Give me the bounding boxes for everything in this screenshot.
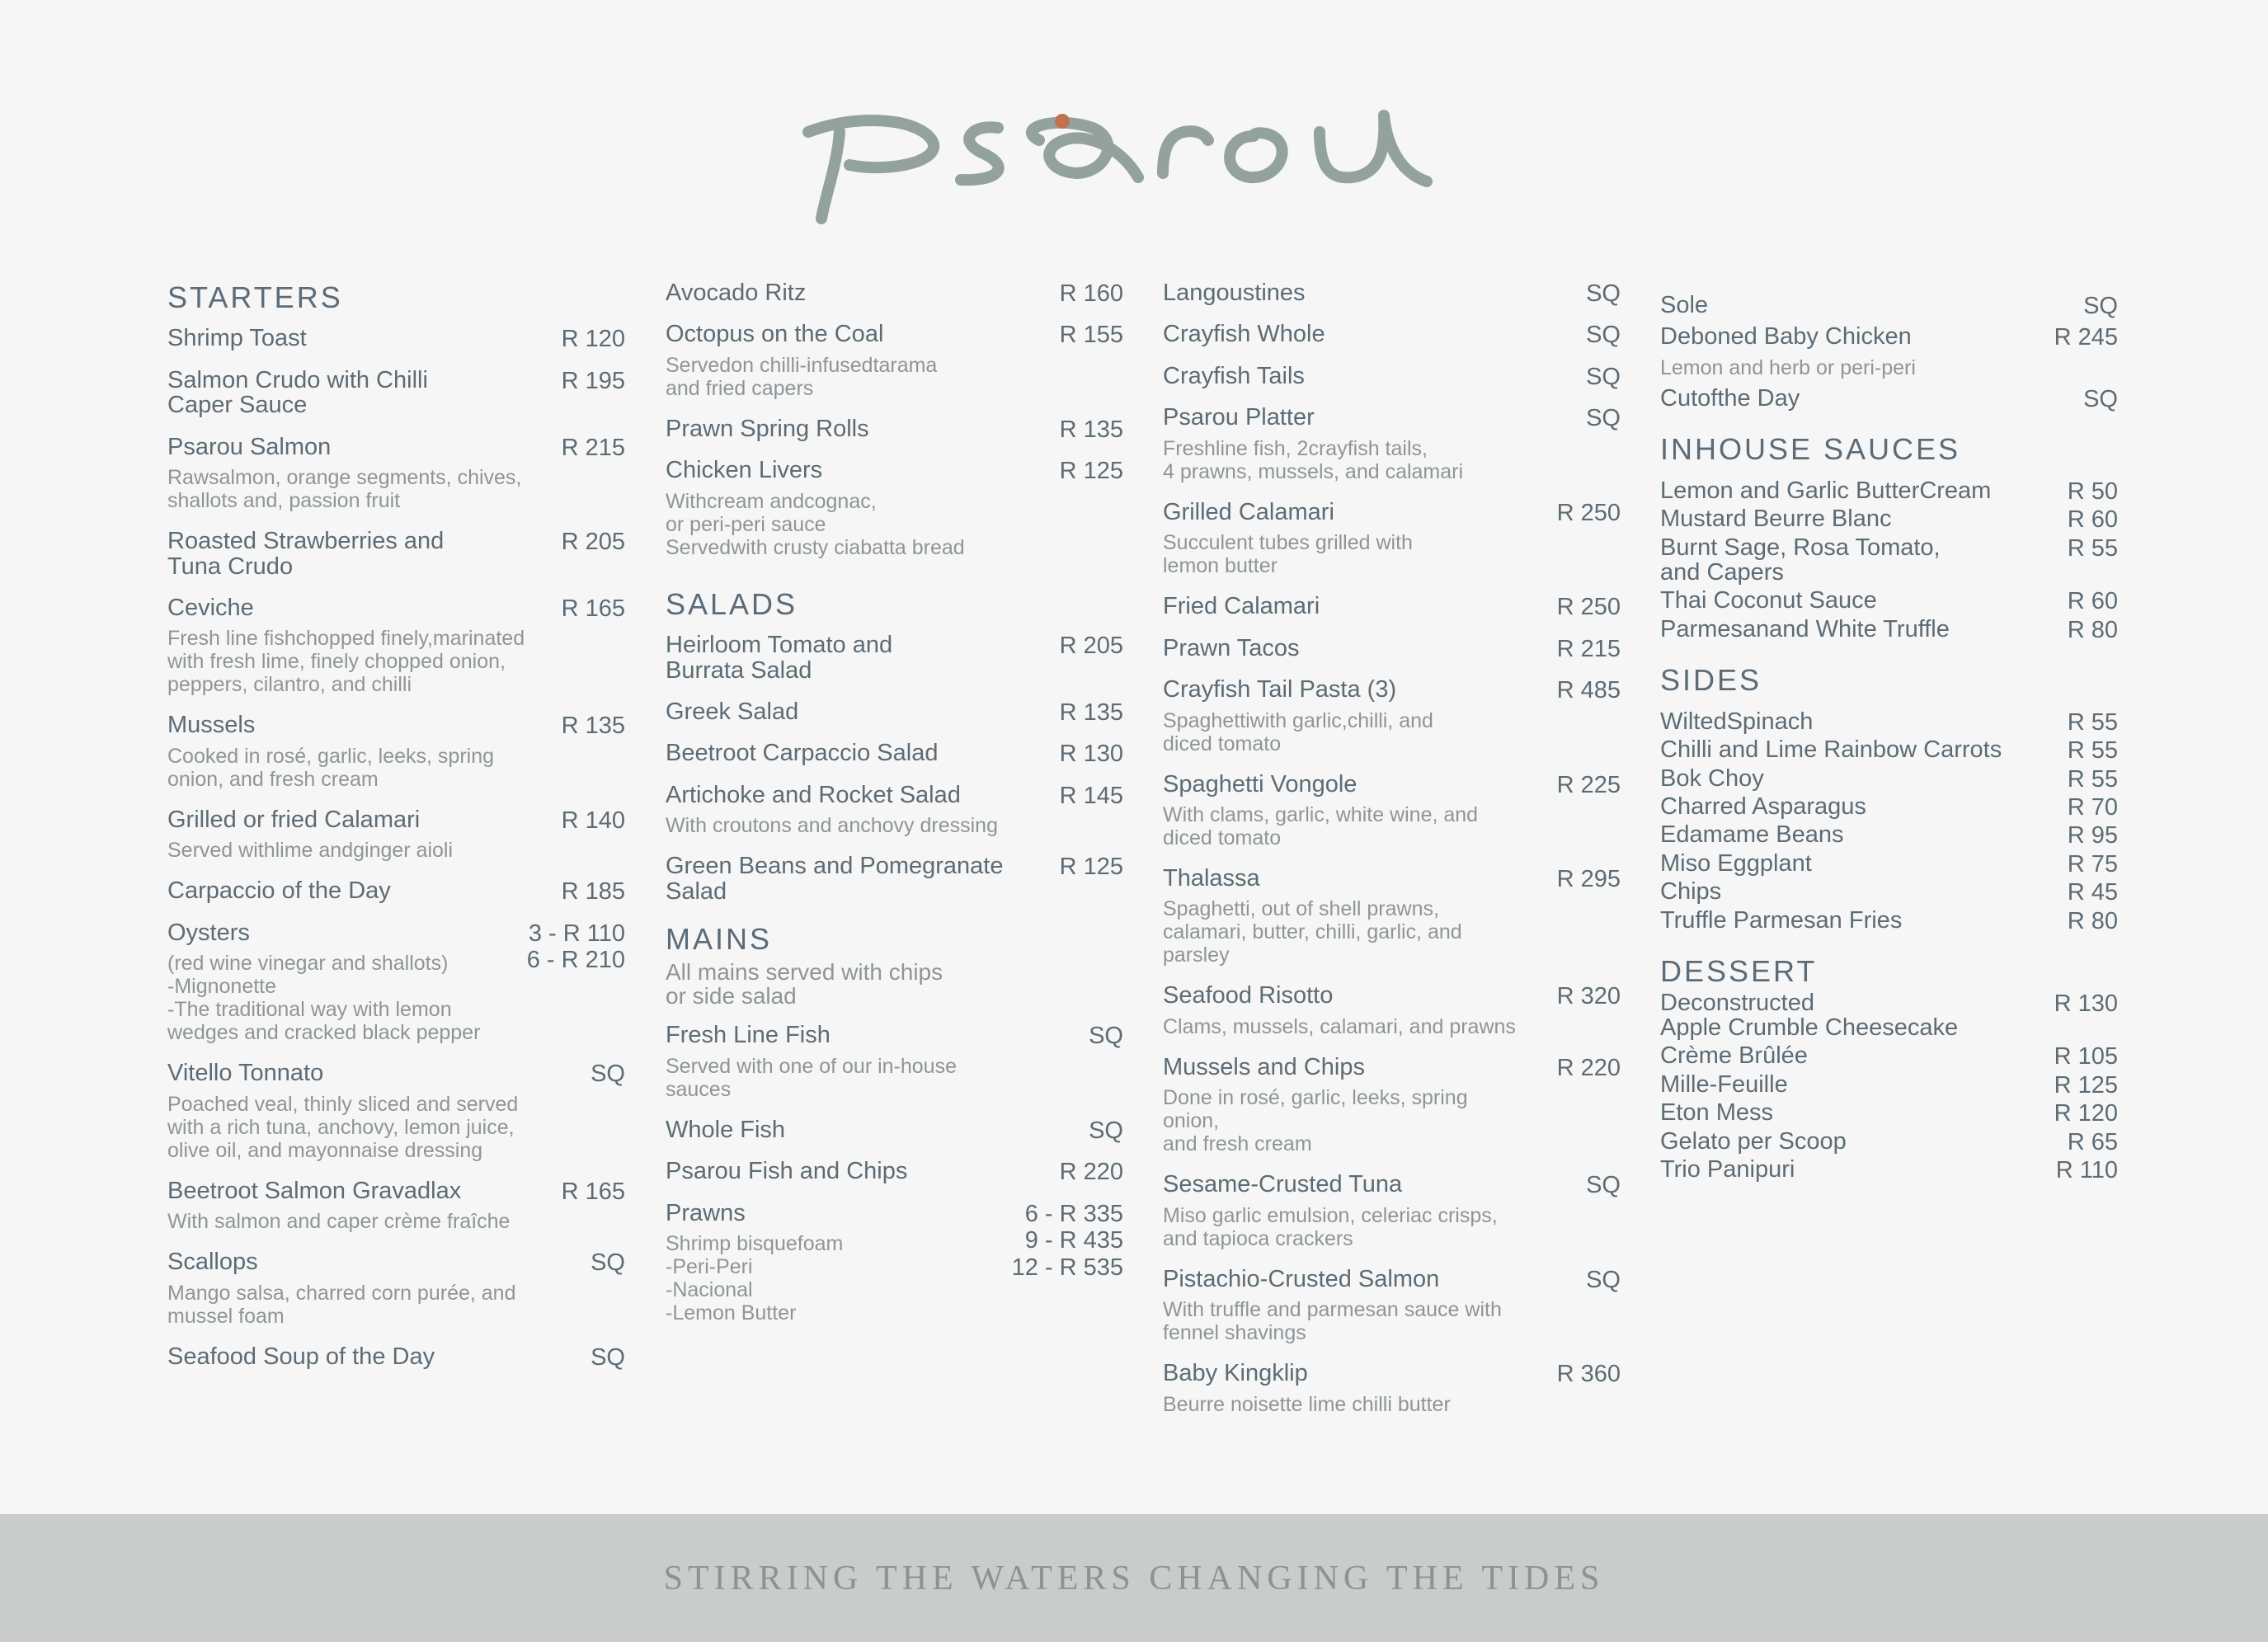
menu-item	[1660, 386, 2118, 411]
menu-item	[1660, 1129, 2118, 1154]
menu-item-description: With croutons and anchovy dressing	[666, 814, 998, 838]
menu-item-price: R 80	[2067, 616, 2118, 643]
menu-item	[1660, 851, 2118, 876]
menu-item-price: SQ	[2083, 385, 2118, 412]
menu-item	[666, 416, 1123, 441]
menu-item-description: Lemon and herb or peri-peri	[1660, 355, 1916, 379]
menu-item-price: R 205	[1059, 633, 1123, 660]
menu-item	[1163, 1267, 1621, 1344]
menu-item-description: With truffle and parmesan sauce with fennel shavings	[1163, 1298, 1502, 1345]
menu-item-price: R 120	[2054, 1100, 2118, 1127]
menu-item-description: Done in rosé, garlic, leeks, spring onion, and fresh cream	[1163, 1086, 1468, 1156]
menu-item-price: R 155	[1059, 322, 1123, 349]
menu-item-description: Servedon chilli-infusedtarama and fried capers	[666, 353, 938, 400]
menu-item	[1660, 736, 2118, 765]
menu-item	[1660, 535, 2118, 586]
section-title-starters: STARTERS	[167, 280, 343, 314]
menu-item-price: R 60	[2067, 506, 2118, 534]
menu-item-name: Charred Asparagus	[1660, 793, 1866, 821]
section-title-salads: SALADS	[666, 586, 798, 621]
menu-item	[666, 740, 1123, 768]
menu-item-description: Beurre noisette lime chilli butter	[1163, 1392, 1451, 1416]
menu-item	[1163, 1055, 1621, 1155]
menu-item-name: Seafood Soup of the Day	[167, 1343, 435, 1370]
menu-item-name: Deboned Baby Chicken	[1660, 323, 1912, 351]
menu-item-price: SQ	[591, 1061, 625, 1088]
menu-item	[1660, 990, 2118, 1041]
menu-item-name: Truffle Parmesan Fries	[1660, 906, 1903, 934]
menu-item	[1660, 478, 2118, 503]
menu-item-description: Succulent tubes grilled with lemon butter	[1163, 531, 1413, 578]
menu-item-name: WiltedSpinach	[1660, 708, 1814, 735]
menu-item-price: R 220	[1059, 1159, 1123, 1186]
menu-item-name: Fried Calamari	[1163, 593, 1320, 620]
menu-item-name: Parmesanand White Truffle	[1660, 615, 1950, 642]
menu-item	[167, 1179, 625, 1233]
menu-item	[1163, 321, 1621, 349]
menu-item	[1163, 280, 1621, 305]
menu-item-price: SQ	[591, 1343, 625, 1371]
menu-item-name: Crayfish Whole	[1163, 321, 1325, 348]
menu-item	[666, 854, 1123, 904]
menu-item-price: R 295	[1556, 865, 1621, 892]
menu-item	[167, 920, 625, 1044]
menu-column-4	[1660, 293, 2118, 1186]
menu-item-name: Prawn Tacos	[1163, 634, 1300, 661]
menu-item	[666, 322, 1123, 399]
menu-item	[1163, 772, 1621, 849]
menu-item	[1660, 1072, 2118, 1097]
menu-item-description: Served withlime andginger aioli	[167, 839, 454, 863]
menu-item-price: R 195	[561, 367, 625, 394]
menu-item-price: R 160	[1059, 280, 1123, 307]
menu-item-description: Served with one of our in-house sauces	[666, 1054, 957, 1101]
menu-item	[666, 1158, 1123, 1186]
menu-item-name: Bok Choy	[1660, 765, 1764, 792]
menu-item	[167, 877, 625, 906]
menu-item	[1163, 677, 1621, 755]
menu-item	[666, 1023, 1123, 1100]
menu-item-name: Mustard Beurre Blanc	[1660, 506, 1892, 533]
section-title-sides: SIDES	[1660, 663, 1762, 698]
menu-item-description: With salmon and caper crème fraîche	[167, 1210, 511, 1234]
menu-item	[1660, 617, 2118, 642]
menu-item-name: Scallops	[167, 1249, 258, 1276]
menu-item-price: R 205	[561, 529, 625, 556]
menu-item-name: Prawn Spring Rolls	[666, 415, 869, 442]
menu-item-name: Mussels and Chips	[1163, 1053, 1365, 1080]
menu-item-price: R 60	[2067, 588, 2118, 615]
menu-item-name: Langoustines	[1163, 280, 1306, 306]
menu-item-price: R 110	[2055, 1157, 2118, 1184]
menu-item-name: Chips	[1660, 878, 1722, 906]
menu-item	[1660, 1157, 2118, 1182]
section-title-dessert: DESSERT	[1660, 954, 1818, 989]
menu-item-price: R 55	[2067, 534, 2118, 562]
menu-item-price: R 70	[2067, 794, 2118, 821]
menu-item-description: Cooked in rosé, garlic, leeks, spring onion, and fresh cream	[167, 744, 495, 791]
menu-item	[1163, 636, 1621, 661]
section-title-mains: MAINS	[666, 922, 773, 957]
menu-column-2	[666, 280, 1123, 1341]
mains-note: All mains served with chips or side salad	[666, 958, 943, 1009]
menu-item-price: R 145	[1059, 782, 1123, 809]
menu-item-price: R 130	[1059, 741, 1123, 768]
menu-item-name: Green Beans and Pomegranate Salad	[666, 853, 1004, 905]
menu-item-name: Baby Kingklip	[1163, 1360, 1308, 1387]
menu-item-name: Mille-Feuille	[1660, 1070, 1788, 1098]
menu-item-price: R 165	[561, 1178, 625, 1205]
menu-item	[1163, 364, 1621, 388]
menu-item-price: R 55	[2067, 765, 2118, 793]
menu-item-price: R 485	[1556, 677, 1621, 704]
menu-item-price: R 125	[1059, 458, 1123, 485]
menu-item-price: R 50	[2067, 478, 2118, 505]
menu-item	[1660, 1100, 2118, 1125]
menu-item	[1163, 405, 1621, 482]
menu-item-price: R 95	[2067, 822, 2118, 849]
menu-item-description: Shrimp bisquefoam -Peri-Peri -Nacional -Lemon Butter	[666, 1232, 844, 1325]
menu-item	[1660, 794, 2118, 819]
menu-item	[167, 368, 625, 418]
menu-column-1	[167, 280, 625, 1386]
menu-item-description: Withcream andcognac, or peri-peri sauce Servedwith crusty ciabatta bread	[666, 489, 965, 559]
menu-item-name: Eton Mess	[1660, 1099, 1773, 1127]
menu-item-price: R 105	[2054, 1043, 2118, 1070]
menu-item-name: Thai Coconut Sauce	[1660, 587, 1877, 614]
menu-item-name: Thalassa	[1163, 864, 1260, 892]
menu-item	[1163, 500, 1621, 577]
menu-item-name: Crayfish Tails	[1163, 362, 1305, 389]
menu-item-name: Chicken Livers	[666, 457, 823, 484]
menu-item-price: R 125	[2054, 1071, 2118, 1099]
menu-item-price: R 220	[1556, 1054, 1621, 1081]
menu-item	[167, 595, 625, 696]
menu-item-name: Pistachio-Crusted Salmon	[1163, 1265, 1440, 1292]
menu-item-name: Lemon and Garlic ButterCream	[1660, 477, 1992, 504]
menu-item-price: SQ	[1089, 1023, 1123, 1050]
menu-item-name: Vitello Tonnato	[167, 1060, 324, 1087]
menu-item-name: Ceviche	[167, 595, 254, 622]
menu-item-name: Whole Fish	[666, 1116, 786, 1143]
menu-item	[1163, 594, 1621, 619]
menu-item	[666, 783, 1123, 837]
menu-item	[1660, 293, 2118, 318]
menu-item-name: Mussels	[167, 712, 256, 739]
menu-item-name: Prawns	[666, 1199, 746, 1226]
menu-item-name: Cutofthe Day	[1660, 384, 1800, 412]
menu-item-price: R 215	[1556, 635, 1621, 662]
menu-item	[167, 807, 625, 862]
menu-item-name: Trio Panipuri	[1660, 1156, 1795, 1183]
menu-item	[167, 1344, 625, 1369]
menu-item-description: Miso garlic emulsion, celeriac crisps, and tapioca crackers	[1163, 1203, 1498, 1250]
menu-item	[666, 699, 1123, 727]
menu-item-price: R 135	[1059, 699, 1123, 727]
menu-item	[666, 280, 1123, 305]
menu-item	[666, 458, 1123, 558]
menu-item-name: Crème Brûlée	[1660, 1042, 1808, 1070]
menu-item-price: R 250	[1556, 499, 1621, 526]
menu-item-description: Mango salsa, charred corn purée, and mussel foam	[167, 1281, 516, 1328]
menu-item-price: R 125	[1059, 854, 1123, 881]
menu-item-name: Artichoke and Rocket Salad	[666, 781, 961, 808]
menu-item-price: R 120	[561, 326, 625, 353]
menu-item-price: SQ	[1089, 1117, 1123, 1144]
menu-item-name: Carpaccio of the Day	[167, 877, 391, 905]
menu-item-price: SQ	[1586, 363, 1621, 390]
menu-item	[1163, 1172, 1621, 1249]
menu-item-name: Heirloom Tomato and Burrata Salad	[666, 632, 893, 684]
menu-item-name: Chilli and Lime Rainbow Carrots	[1660, 736, 2002, 764]
menu-item	[666, 1117, 1123, 1142]
menu-item-description: Clams, mussels, calamari, and prawns	[1163, 1014, 1516, 1038]
menu-item-description: Freshline fish, 2crayfish tails, 4 prawns, mussels, and calamari	[1163, 436, 1464, 483]
menu-item-description: (red wine vinegar and shallots) -Mignonette -The traditional way with lemon wedges and cracked black pepper	[167, 952, 481, 1045]
footer-tagline: STIRRING THE WATERS CHANGING THE TIDES	[663, 1559, 1605, 1597]
menu-item-name: Burnt Sage, Rosa Tomato, and Capers	[1660, 534, 1941, 586]
section-title-sauces: INHOUSE SAUCES	[1660, 432, 1961, 467]
menu-item-price: SQ	[1586, 1266, 1621, 1293]
menu-item	[167, 435, 625, 512]
menu-item-price: SQ	[1586, 280, 1621, 307]
menu-item-price: R 140	[561, 807, 625, 834]
menu-item-price: R 135	[1059, 416, 1123, 443]
menu-item-name: Roasted Strawberries and Tuna Crudo	[167, 528, 445, 580]
menu-item	[167, 529, 625, 579]
menu-item-price: R 225	[1556, 771, 1621, 798]
menu-item-price: R 320	[1556, 983, 1621, 1010]
menu-item	[1163, 866, 1621, 967]
menu-item	[666, 633, 1123, 683]
menu-item-name: Psarou Salmon	[167, 433, 332, 460]
menu-item	[167, 1249, 625, 1327]
menu-item-price: R 55	[2067, 708, 2118, 736]
menu-item-price: R 215	[561, 434, 625, 461]
menu-item-name: Seafood Risotto	[1163, 982, 1334, 1009]
menu-item-name: Crayfish Tail Pasta (3)	[1163, 676, 1397, 703]
menu-item	[666, 1201, 1123, 1324]
menu-item	[1163, 983, 1621, 1037]
menu-item-price: R 185	[561, 878, 625, 906]
menu-item-price: SQ	[591, 1249, 625, 1277]
menu-item	[1660, 1043, 2118, 1068]
menu-item	[1660, 506, 2118, 534]
menu-item-description: Rawsalmon, orange segments, chives, shallots and, passion fruit	[167, 466, 522, 513]
menu-item-name: Avocado Ritz	[666, 280, 807, 306]
menu-item-name: Psarou Platter	[1163, 404, 1315, 431]
menu-item-price: R 75	[2067, 850, 2118, 877]
menu-item-price: SQ	[1586, 405, 1621, 432]
menu-item-price: R 130	[2054, 990, 2118, 1017]
menu-item	[167, 713, 625, 790]
menu-item-name: Shrimp Toast	[167, 325, 307, 352]
menu-item-price: R 80	[2067, 907, 2118, 934]
menu-item-name: Salmon Crudo with Chilli Caper Sauce	[167, 366, 428, 419]
menu-item	[1660, 908, 2118, 933]
menu-item-price: R 360	[1556, 1361, 1621, 1388]
menu-item-name: Fresh Line Fish	[666, 1022, 831, 1049]
menu-item-price: SQ	[2083, 293, 2118, 319]
menu-item	[1660, 324, 2118, 379]
menu-item-name: Octopus on the Coal	[666, 321, 884, 348]
menu-item-name: Sole	[1660, 292, 1709, 318]
menu-item-name: Miso Eggplant	[1660, 849, 1812, 877]
menu-item-name: Greek Salad	[666, 699, 799, 726]
menu-item-price: R 135	[561, 713, 625, 740]
menu-item-price: R 245	[2054, 324, 2118, 351]
menu-item-description: With clams, garlic, white wine, and diced tomato	[1163, 802, 1479, 849]
footer-banner	[0, 1514, 2268, 1642]
menu-item-price: R 65	[2067, 1128, 2118, 1155]
menu-item-name: Deconstructed Apple Crumble Cheesecake	[1660, 989, 1959, 1042]
menu-item-name: Edamame Beans	[1660, 821, 1844, 849]
menu-item-price: R 250	[1556, 594, 1621, 621]
menu-item-price: R 55	[2067, 737, 2118, 765]
menu-item	[167, 1061, 625, 1161]
menu-item-name: Oysters	[167, 919, 250, 946]
menu-item	[1660, 879, 2118, 904]
menu-item	[1660, 588, 2118, 613]
menu-item-name: Spaghetti Vongole	[1163, 770, 1358, 797]
menu-item	[1660, 709, 2118, 734]
menu-item	[167, 326, 625, 351]
psarou-logo	[792, 82, 1493, 231]
menu-item-description: Spaghetti, out of shell prawns, calamari, butter, chilli, garlic, and parsley	[1163, 897, 1462, 967]
menu-item	[1660, 766, 2118, 791]
menu-item	[1163, 1361, 1621, 1415]
menu-item-name: Gelato per Scoop	[1660, 1127, 1847, 1155]
menu-item-name: Psarou Fish and Chips	[666, 1158, 908, 1185]
menu-item-price: 6 - R 335 9 - R 435 12 - R 535	[1011, 1200, 1123, 1281]
menu-item-price: SQ	[1586, 322, 1621, 349]
menu-item-name: Grilled or fried Calamari	[167, 806, 421, 833]
menu-item-price: 3 - R 110 6 - R 210	[526, 920, 625, 974]
menu-item-name: Sesame-Crusted Tuna	[1163, 1171, 1403, 1198]
menu-column-3	[1163, 280, 1621, 1433]
menu-item-price: R 165	[561, 595, 625, 623]
menu-item-description: Fresh line fishchopped finely,marinated with fresh lime, finely chopped onion, peppers, cilantro, and chilli	[167, 627, 525, 697]
menu-item	[1660, 822, 2118, 847]
menu-item-name: Beetroot Carpaccio Salad	[666, 740, 939, 767]
menu-item-price: R 45	[2067, 879, 2118, 906]
menu-item-price: SQ	[1586, 1172, 1621, 1199]
menu-item-description: Spaghettiwith garlic,chilli, and diced tomato	[1163, 708, 1433, 755]
menu-item-description: Poached veal, thinly sliced and served with a rich tuna, anchovy, lemon juice, olive oil, and mayonnaise dressing	[167, 1092, 519, 1162]
menu-item-name: Grilled Calamari	[1163, 498, 1334, 525]
menu-item-name: Beetroot Salmon Gravadlax	[167, 1177, 462, 1204]
